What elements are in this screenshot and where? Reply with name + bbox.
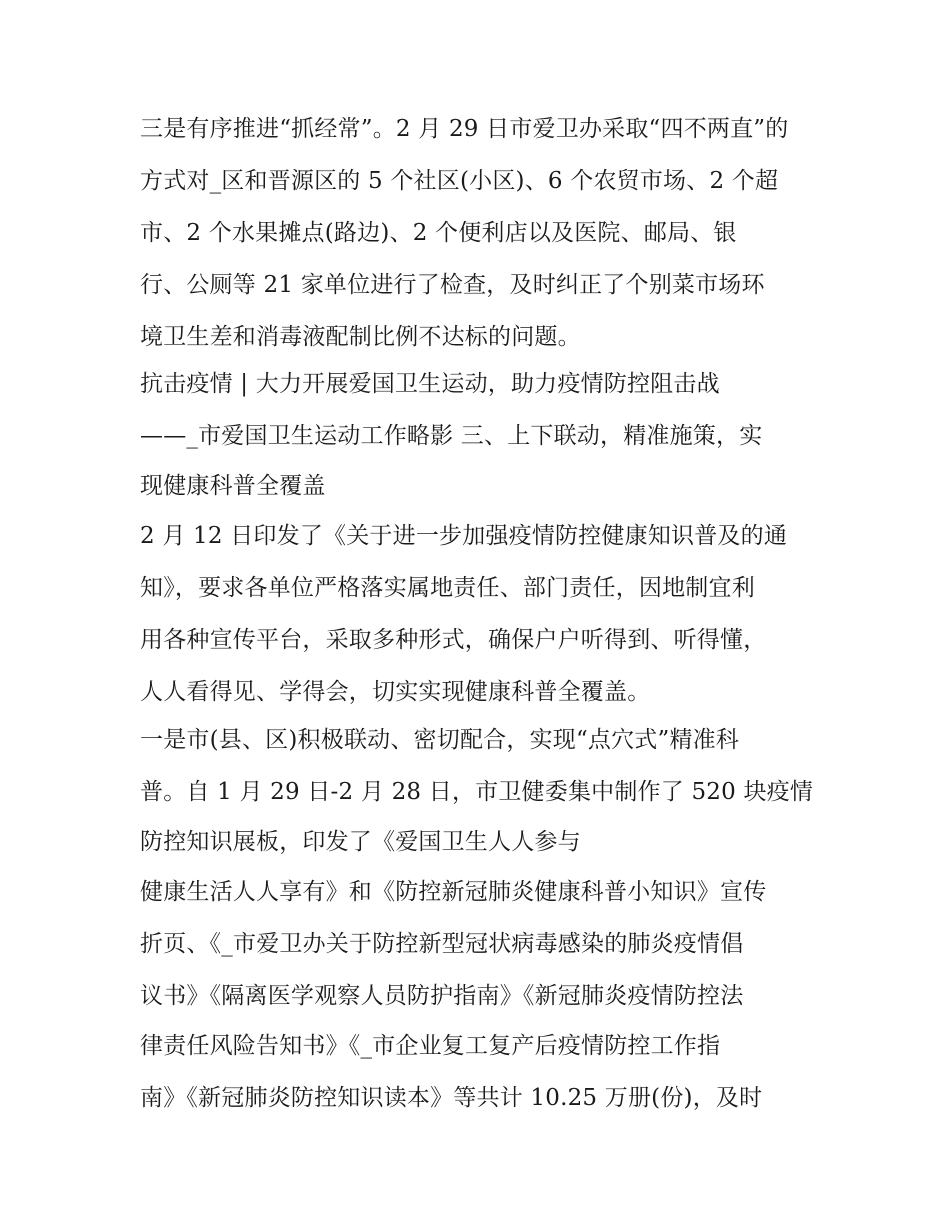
text-line: 境卫生差和消毒液配制比例不达标的问题。 xyxy=(140,324,581,350)
text-line: 知》，要求各单位严格落实属地责任、部门责任，因地制宜利 xyxy=(140,575,755,601)
text-line: 方式对_区和晋源区的 5 个社区(小区)、6 个农贸市场、2 个超 xyxy=(140,168,779,194)
text-line: 2 月 12 日印发了《关于进一步加强疫情防控健康知识普及的通 xyxy=(140,523,788,549)
text-line: 律责任风险告知书》《_市企业复工复产后疫情防控工作指 xyxy=(140,1033,721,1059)
text-line: 折页、《_市爱卫办关于防控新型冠状病毒感染的肺炎疫情倡 xyxy=(140,931,744,957)
text-line: 南》《新冠肺炎防控知识读本》等共计 10.25 万册(份)，及时 xyxy=(140,1085,763,1111)
text-line: 人人看得见、学得会，切实实现健康科普全覆盖。 xyxy=(140,679,651,705)
section-heading-line: 抗击疫情 | 大力开展爱国卫生运动，助力疫情防控阻击战 xyxy=(140,371,720,397)
section-heading-line: 现健康科普全覆盖 xyxy=(140,473,326,499)
text-line: 健康生活人人享有》和《防控新冠肺炎健康科普小知识》宣传 xyxy=(140,879,767,905)
text-line: 议书》《隔离医学观察人员防护指南》《新冠肺炎疫情防控法 xyxy=(140,983,744,1009)
text-line: 一是市(县、区)积极联动、密切配合，实现“点穴式”精准科 xyxy=(140,727,740,753)
text-line: 普。自 1 月 29 日-2 月 28 日，市卫健委集中制作了 520 块疫情 xyxy=(140,779,814,805)
text-line: 防控知识展板，印发了《爱国卫生人人参与 xyxy=(140,829,581,855)
section-heading-line: ——_市爱国卫生运动工作略影 三、上下联动，精准施策，实 xyxy=(140,423,763,449)
text-line: 行、公厕等 21 家单位进行了检查，及时纠正了个别菜市场环 xyxy=(140,272,765,298)
text-line: 市、2 个水果摊点(路边)、2 个便利店以及医院、邮局、银 xyxy=(140,220,737,246)
text-line: 三是有序推进“抓经常”。2 月 29 日市爱卫办采取“四不两直”的 xyxy=(140,116,789,142)
text-line: 用各种宣传平台，采取多种形式，确保户户听得到、听得懂， xyxy=(140,627,767,653)
